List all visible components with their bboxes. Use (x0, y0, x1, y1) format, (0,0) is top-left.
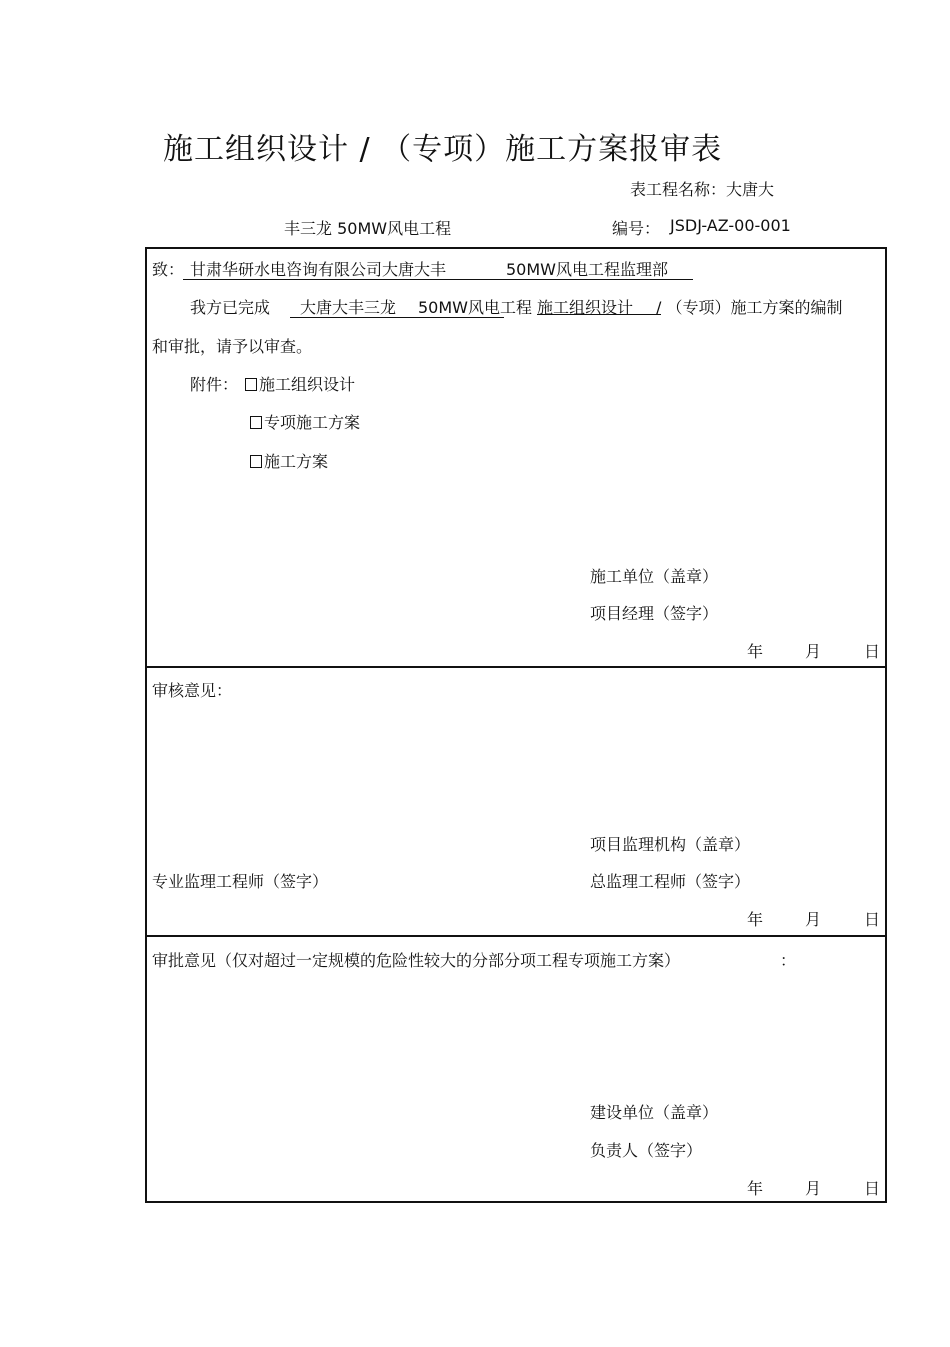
body-item: 施工组织设计 (537, 298, 634, 317)
owner-unit-seal: 建设单位（盖章） (590, 1103, 719, 1122)
checkbox-icon[interactable] (250, 416, 262, 429)
date-day: 日 (864, 1179, 881, 1198)
date-month: 月 (805, 642, 822, 661)
checkbox-icon[interactable] (245, 378, 257, 391)
section-divider-2 (145, 935, 887, 937)
body-project-b: 50MW风电工程 (418, 298, 532, 317)
chief-engineer-signature: 总监理工程师（签字） (590, 872, 751, 891)
project-name-continued: 丰三龙 50MW风电工程 (284, 219, 452, 238)
date-month: 月 (805, 910, 822, 929)
item-underline (537, 314, 661, 315)
date-day: 日 (864, 910, 881, 929)
supervising-engineer-signature: 专业监理工程师（签字） (152, 872, 329, 891)
form-title: 施工组织设计 / （专项）施工方案报审表 (163, 132, 723, 167)
construction-unit-seal: 施工单位（盖章） (590, 567, 719, 586)
date-day: 日 (864, 642, 881, 661)
attachment-item-2[interactable]: 专项施工方案 (250, 410, 360, 433)
body-project-a: 大唐大丰三龙 (300, 298, 397, 317)
number-value: JSDJ-AZ-00-001 (670, 216, 791, 235)
date-year: 年 (747, 642, 764, 661)
attachment-item-3[interactable]: 施工方案 (250, 449, 328, 472)
approval-opinion-label: 审批意见（仅对超过一定规模的危险性较大的分部分项工程专项施工方案） (152, 951, 681, 970)
addressee-underline (183, 279, 693, 280)
attachment-label: 附件： (190, 375, 239, 394)
body-rest: / （专项）施工方案的编制 (656, 298, 843, 317)
attachment-item-1[interactable]: 施工组织设计 (245, 372, 355, 395)
addressee-name: 甘肃华研水电咨询有限公司大唐大丰 (190, 260, 447, 279)
date-year: 年 (747, 910, 764, 929)
supervision-org-seal: 项目监理机构（盖章） (590, 835, 751, 854)
body-intro: 我方已完成 (190, 298, 271, 317)
date-year: 年 (747, 1179, 764, 1198)
review-opinion-label: 审核意见： (152, 681, 233, 700)
number-label: 编号： (612, 219, 661, 238)
person-in-charge-signature: 负责人（签字） (590, 1141, 703, 1160)
checkbox-icon[interactable] (250, 455, 262, 468)
project-manager-signature: 项目经理（签字） (590, 604, 719, 623)
project-name-label: 表工程名称：大唐大 (630, 180, 775, 199)
section-divider-1 (145, 666, 887, 668)
date-month: 月 (805, 1179, 822, 1198)
addressee-prefix: 致： (152, 260, 185, 279)
body-line-2: 和审批，请予以审查。 (152, 337, 313, 356)
approval-opinion-colon: ： (780, 951, 797, 970)
project-underline (290, 317, 504, 318)
addressee-dept: 50MW风电工程监理部 (506, 260, 668, 279)
